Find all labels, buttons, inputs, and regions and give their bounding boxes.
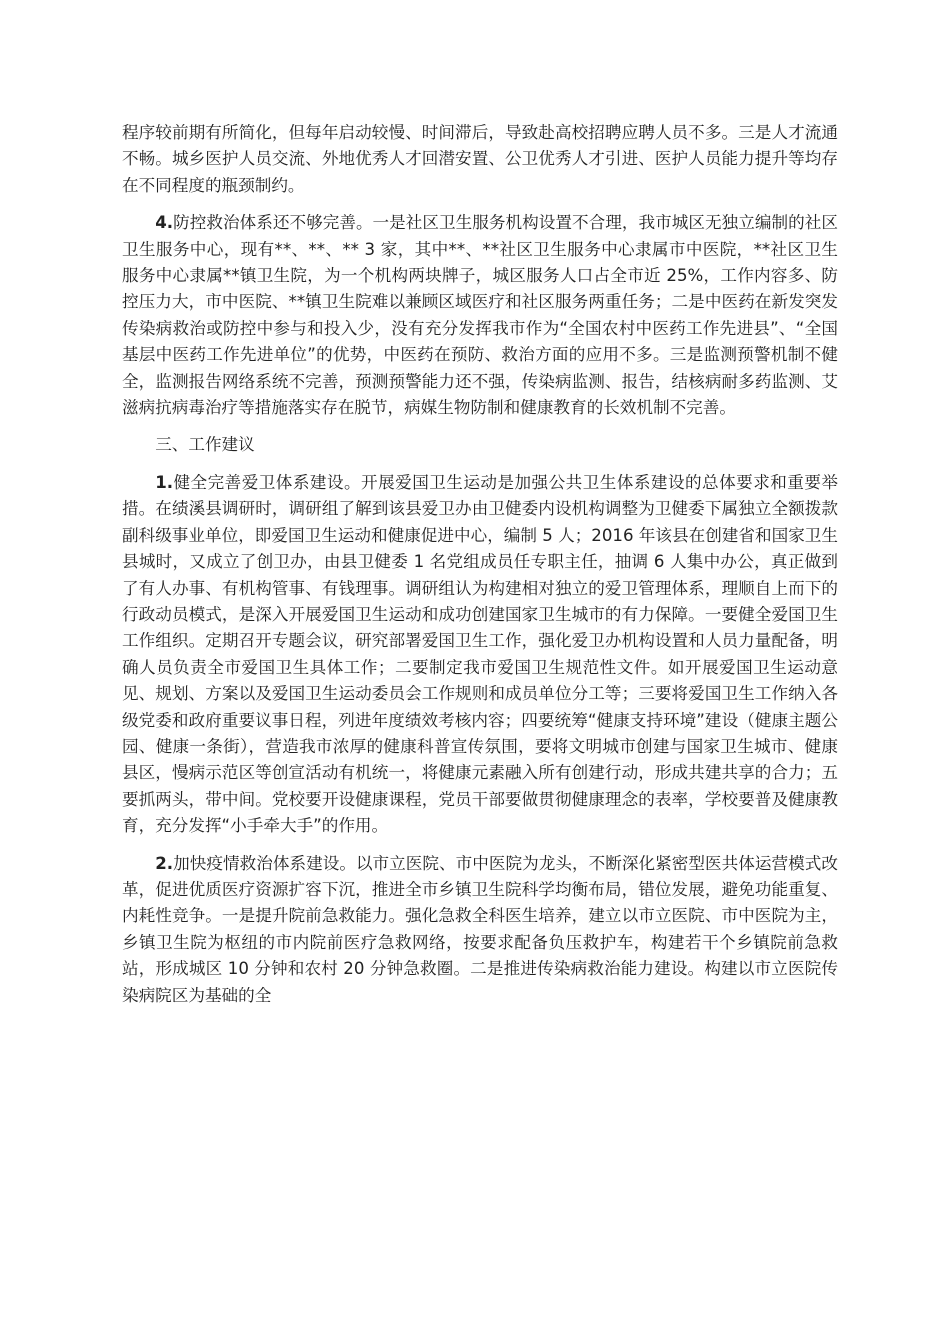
- paragraph-item-2: [122, 851, 838, 1009]
- paragraph-item-4: [122, 210, 838, 421]
- paragraph-continuation: 程序较前期有所简化，但每年启动较慢、时间滞后，导致赴高校招聘应聘人员不多。三是人才流通不畅。城乡医护人员交流、外地优秀人才回潜安置、公卫优秀人才引进、医护人员能力提升等均存在不同程度的瓶颈制约。: [122, 123, 838, 195]
- item-number: 1.: [155, 472, 174, 492]
- paragraph-text: 加快疫情救治体系建设。以市立医院、市中医院为龙头，不断深化紧密型医共体运营模式改革，促进优质医疗资源扩容下沉，推进全市乡镇卫生院科学均衡布局，错位发展，避免功能重复、内耗性竞争。一是提升院前急救能力。强化急救全科医生培养，建立以市立医院、市中医院为主，乡镇卫生院为枢纽的市内院前医疗急救网络，按要求配备负压救护车，构建若干个乡镇院前急救站，形成城区 10 分钟和农村 20 分钟急救圈。二是推进传染病救治能力建设。构建以市立医院传染病院区为基础的全: [122, 853, 838, 1005]
- paragraph-text: 健全完善爱卫体系建设。开展爱国卫生运动是加强公共卫生体系建设的总体要求和重要举措。在绩溪县调研时，调研组了解到该县爱卫办由卫健委内设机构调整为卫健委下属独立全额拨款副科级事业单位，即爱国卫生运动和健康促进中心，编制 5 人；2016 年该县在创建省和国家卫生县城时，又成立了创卫办，由县卫健委 1 名党组成员任专职主任，抽调 6 人集中办公，真正做到了有人办事、有机构管事、有钱理事。调研组认为构建相对独立的爱卫管理体系，理顺自上而下的行政动员模式，是深入开展爱国卫生运动和成功创建国家卫生城市的有力保障。一要健全爱国卫生工作组织。定期召开专题会议，研究部署爱国卫生工作，强化爱卫办机构设置和人员力量配备，明确人员负责全市爱国卫生具体工作；二要制定我市爱国卫生规范性文件。如开展爱国卫生运动意见、规划、方案以及爱国卫生运动委员会工作规则和成员单位分工等；三要将爱国卫生工作纳入各级党委和政府重要议事日程，列进年度绩效考核内容；四要统筹“健康支持环境”建设（健康主题公园、健康一条街），营造我市浓厚的健康科普宣传氛围，要将文明城市创建与国家卫生城市、健康县区，慢病示范区等创宣活动有机统一，将健康元素融入所有创建行动，形成共建共享的合力；五要抓两头，带中间。党校要开设健康课程，党员干部要做贯彻健康理念的表率，学校要普及健康教育，充分发挥“小手牵大手”的作用。: [122, 472, 838, 836]
- paragraph-item-1: [122, 470, 838, 840]
- item-number: 4.: [155, 213, 174, 233]
- item-number: 2.: [155, 853, 174, 873]
- section-heading: 三、工作建议: [155, 435, 255, 455]
- document-page: [122, 120, 838, 1020]
- paragraph-text: 防控救治体系还不够完善。一是社区卫生服务机构设置不合理，我市城区无独立编制的社区卫生服务中心，现有**、**、** 3 家，其中**、**社区卫生服务中心隶属市中医院，**社区卫生服务中心隶属**镇卫生院，为一个机构两块牌子，城区服务人口占全市近 25%，工作内容多、防控压力大，市中医院、**镇卫生院难以兼顾区域医疗和社区服务两重任务；二是中医药在新发突发传染病救治或防控中参与和投入少，没有充分发挥我市作为“全国农村中医药工作先进县”、“全国基层中医药工作先进单位”的优势，中医药在预防、救治方面的应用不多。三是监测预警机制不健全，监测报告网络系统不完善，预测预警能力还不强，传染病监测、报告，结核病耐多药监测、艾滋病抗病毒治疗等措施落实存在脱节，病媒生物防制和健康教育的长效机制不完善。: [122, 213, 838, 418]
